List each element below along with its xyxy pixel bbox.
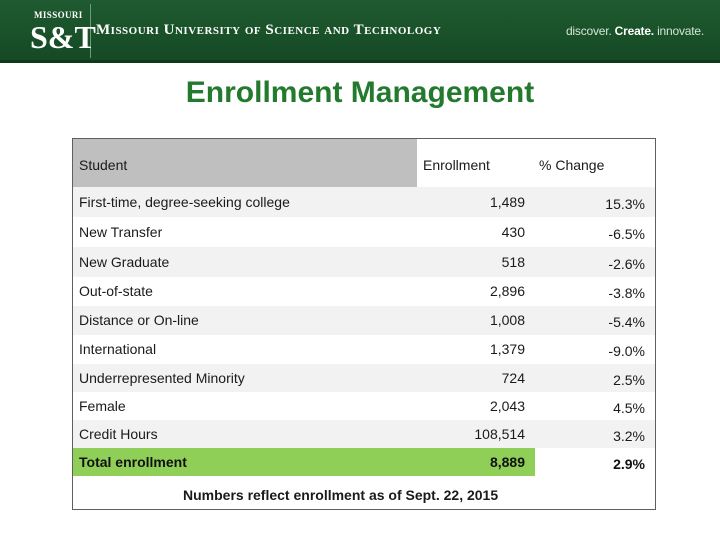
total-enrollment: 8,889 (489, 454, 525, 470)
header-cell-change (535, 139, 655, 187)
row-enrollment: 518 (501, 254, 525, 270)
header-enrollment: Enrollment (423, 157, 490, 173)
row-label: First-time, degree-seeking college (79, 194, 290, 210)
row-label: International (79, 341, 157, 357)
page-title: Enrollment Management (185, 76, 535, 109)
row-label: New Graduate (79, 254, 170, 270)
row-change: -6.5% (608, 226, 645, 242)
total-label: Total enrollment (79, 454, 187, 470)
header-cell-enrollment (417, 139, 535, 187)
row-label: New Transfer (79, 224, 163, 240)
table-row (73, 277, 655, 306)
header-change: % Change (539, 157, 605, 173)
row-enrollment: 1,008 (489, 312, 525, 328)
row-enrollment: 430 (501, 224, 525, 240)
row-label: Underrepresented Minority (79, 370, 245, 386)
row-label: Out-of-state (79, 283, 153, 299)
table-row (73, 306, 655, 335)
university-logo[interactable] (10, 4, 96, 58)
table-row (73, 247, 655, 277)
university-name: Missouri University of Science and Technology (96, 22, 442, 38)
header-student: Student (79, 157, 128, 173)
logo-top-text: MISSOURI (34, 10, 83, 20)
row-label: Credit Hours (79, 426, 158, 442)
tagline (566, 24, 704, 38)
row-label: Distance or On-line (79, 312, 199, 328)
table-row (73, 392, 655, 420)
row-change: -9.0% (608, 343, 645, 359)
tagline-part-innovate: innovate. (653, 24, 704, 38)
table-row (73, 217, 655, 247)
row-enrollment: 2,896 (489, 283, 525, 299)
row-label: Female (79, 398, 126, 414)
tagline-part-create: Create. (614, 24, 654, 38)
footnote-text: Numbers reflect enrollment as of Sept. 22, 2015 (183, 487, 499, 503)
header-cell-student (73, 139, 417, 187)
row-change: 15.3% (605, 196, 645, 212)
enrollment-table (72, 138, 656, 510)
table-row (73, 420, 655, 448)
row-enrollment: 1,379 (489, 341, 525, 357)
tagline-part-discover: discover. (565, 24, 615, 38)
header-banner (0, 0, 720, 63)
logo-mark: S&T (30, 19, 96, 55)
row-change: 2.5% (613, 372, 645, 388)
row-enrollment: 1,489 (489, 194, 525, 210)
row-enrollment: 724 (501, 370, 525, 386)
table-row (73, 187, 655, 217)
row-change: 4.5% (613, 400, 645, 416)
row-change: 3.2% (613, 428, 645, 444)
table-total-row (73, 448, 655, 476)
table-row (73, 364, 655, 392)
row-change: -3.8% (608, 285, 645, 301)
row-change: -2.6% (608, 256, 645, 272)
table-row (73, 335, 655, 364)
total-change: 2.9% (613, 456, 645, 472)
row-enrollment: 2,043 (489, 398, 525, 414)
table-header-row (73, 139, 655, 187)
row-change: -5.4% (608, 314, 645, 330)
row-enrollment: 108,514 (474, 426, 525, 442)
